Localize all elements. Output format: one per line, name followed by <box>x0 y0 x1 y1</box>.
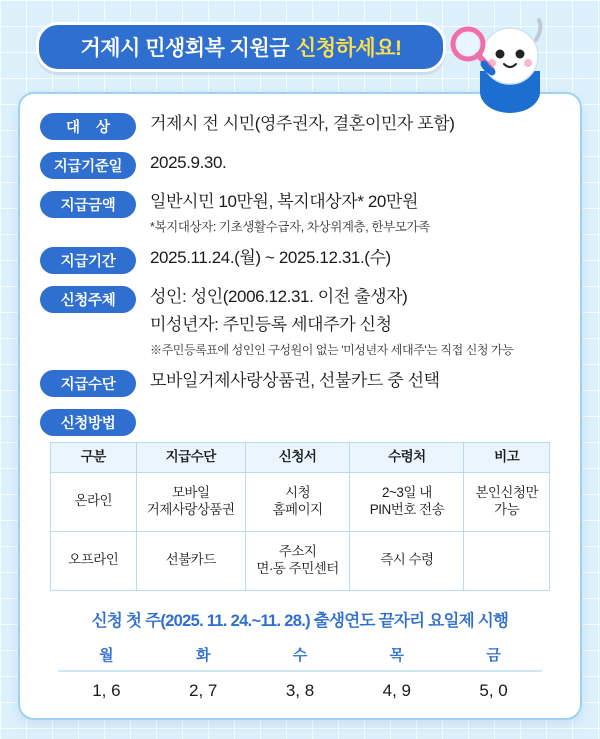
label-target: 대 상 <box>40 113 136 140</box>
week-value-thu: 4, 9 <box>382 680 411 700</box>
label-period: 지급기간 <box>40 247 136 274</box>
info-row-applicant <box>40 285 560 358</box>
apply-method-table-wrap <box>40 442 560 591</box>
label-applicant: 신청주체 <box>40 286 136 313</box>
info-row-amount <box>40 190 560 235</box>
th-remark: 비고 <box>464 442 550 472</box>
value-applicant-adult: 성인: 성인(2006.12.31. 이전 출생자) <box>150 286 408 306</box>
week-value-tue: 2, 7 <box>189 680 218 700</box>
value-period: 2025.11.24.(월) ~ 2025.12.31.(수) <box>150 247 391 267</box>
week-rotation-title: 신청 첫 주(2025. 11. 24.~11. 28.) 출생연도 끝자리 요일제 시행 <box>91 611 509 630</box>
week-day-mon: 월 <box>58 639 155 671</box>
week-table <box>58 639 542 705</box>
week-value-row <box>58 671 542 705</box>
label-base-date: 지급기준일 <box>40 152 136 179</box>
label-amount: 지급금액 <box>40 191 136 218</box>
value-target: 거제시 전 시민(영주권자, 결혼이민자 포함) <box>150 114 455 133</box>
note-amount: *복지대상자: 기초생활수급자, 차상위계층, 한부모가족 <box>150 219 430 234</box>
mascot-icon <box>440 8 560 118</box>
week-day-tue: 화 <box>155 639 252 671</box>
cell-offline-receive: 즉시 수령 <box>350 531 464 590</box>
table-row <box>51 531 550 590</box>
cell-online-payment: 모바일 거제사랑상품권 <box>136 472 245 531</box>
info-row-payment-method <box>40 369 560 397</box>
value-base-date: 2025.9.30. <box>150 153 227 172</box>
table-row <box>51 472 550 531</box>
cell-offline-remark <box>464 531 550 590</box>
cell-offline-category: 오프라인 <box>51 531 137 590</box>
row-body-payment-method <box>150 369 560 393</box>
cell-online-category: 온라인 <box>51 472 137 531</box>
row-body-applicant <box>150 285 560 358</box>
info-row-base-date <box>40 151 560 179</box>
row-body-amount <box>150 190 560 235</box>
week-day-fri: 금 <box>445 639 542 671</box>
row-body-base-date <box>150 151 560 175</box>
week-table-wrap <box>40 639 560 705</box>
row-body-period <box>150 246 560 270</box>
week-value-wed: 3, 8 <box>285 680 315 700</box>
value-amount: 일반시민 10만원, 복지대상자* 20만원 <box>150 192 419 211</box>
cell-online-receive: 2~3일 내 PIN번호 전송 <box>350 472 464 531</box>
cell-offline-form: 주소지 면·동 주민센터 <box>245 531 350 590</box>
info-card <box>18 92 582 720</box>
cell-online-form: 시청 홈페이지 <box>245 472 350 531</box>
info-row-period <box>40 246 560 274</box>
value-payment-method: 모바일거제사랑상품권, 선불카드 중 선택 <box>150 370 440 390</box>
th-payment: 지급수단 <box>136 442 245 472</box>
cell-offline-payment: 선불카드 <box>136 531 245 590</box>
page-title-accent: 신청하세요! <box>296 37 402 60</box>
th-receive: 수령처 <box>350 442 464 472</box>
note-applicant: ※주민등록표에 성인인 구성원이 없는 '미성년자 세대주'는 직접 신청 가능 <box>150 342 514 357</box>
table-header-row <box>51 442 550 472</box>
th-form: 신청서 <box>245 442 350 472</box>
week-value-fri: 5, 0 <box>479 680 508 700</box>
label-payment-method: 지급수단 <box>40 370 136 397</box>
week-header-row <box>58 639 542 671</box>
week-day-thu: 목 <box>348 639 445 671</box>
apply-method-table <box>50 442 550 591</box>
label-apply-method: 신청방법 <box>40 409 136 436</box>
value-applicant-minor: 미성년자: 주민등록 세대주가 신청 <box>150 314 392 334</box>
cell-online-remark: 본인신청만 가능 <box>464 472 550 531</box>
info-row-apply-method <box>40 408 560 436</box>
page-title-main: 거제시 민생회복 지원금 <box>80 37 290 60</box>
th-category: 구분 <box>51 442 137 472</box>
page-title-banner <box>36 22 446 72</box>
week-day-wed: 수 <box>252 639 349 671</box>
week-value-mon: 1, 6 <box>92 680 121 700</box>
